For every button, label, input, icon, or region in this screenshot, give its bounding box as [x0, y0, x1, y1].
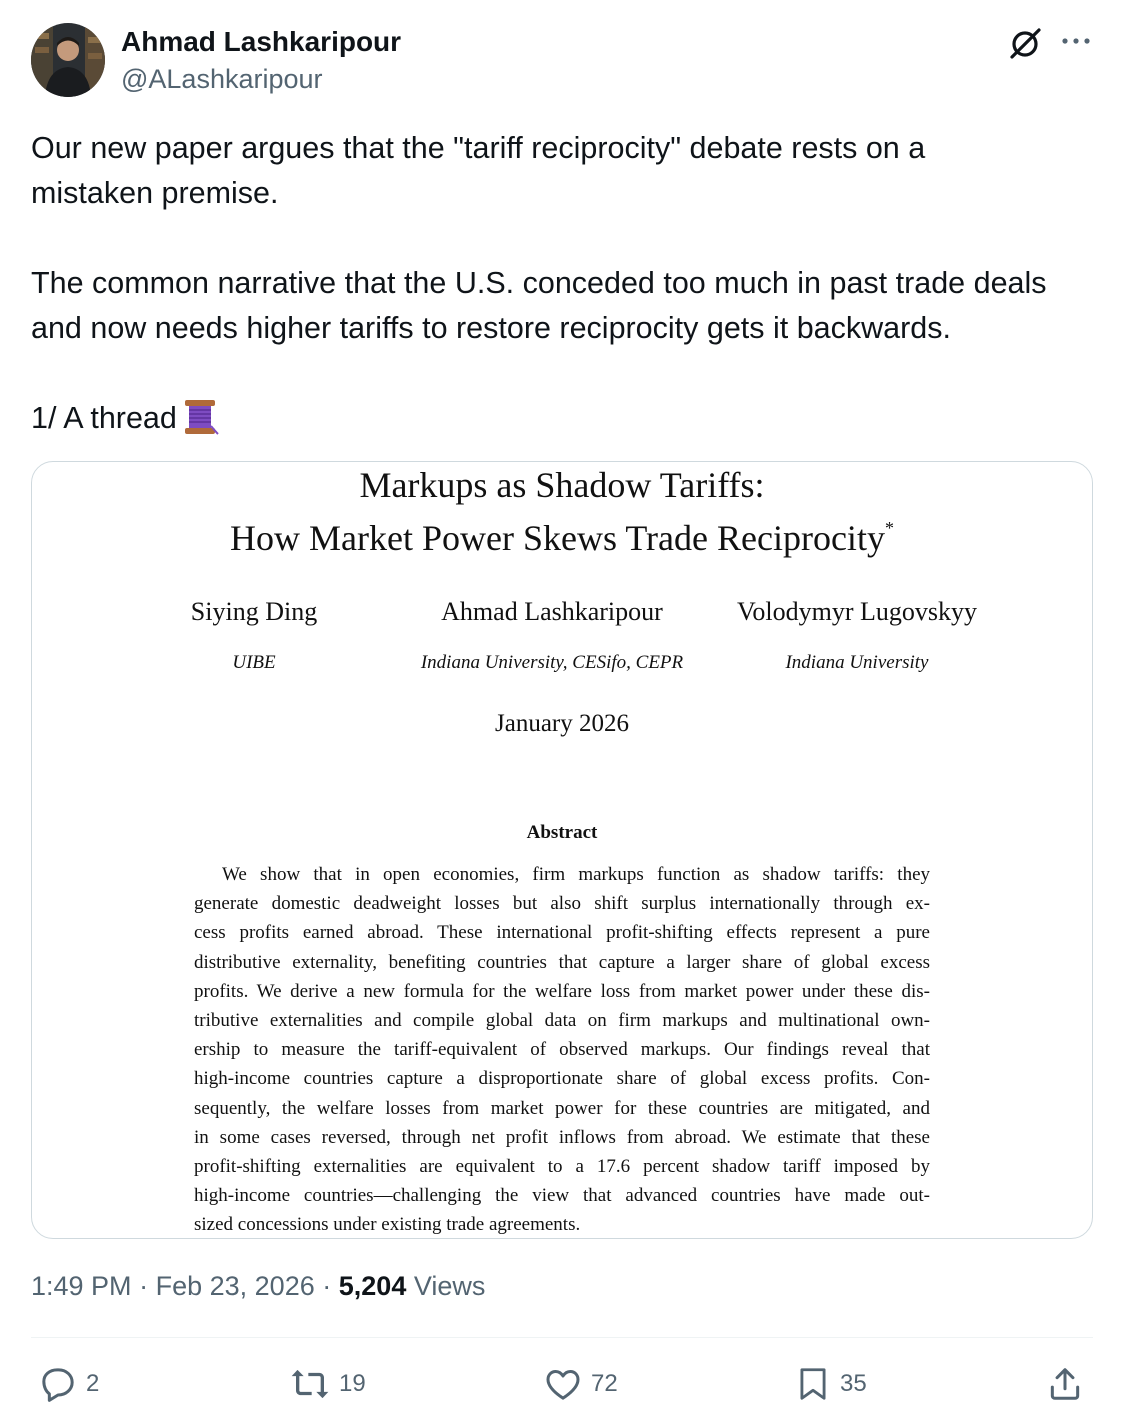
- reply-count: 2: [86, 1370, 100, 1397]
- like-count: 72: [591, 1370, 618, 1397]
- abstract-line: sized concessions under existing trade agreements.: [194, 1214, 581, 1236]
- reply-icon: [38, 1364, 78, 1404]
- more-options-icon[interactable]: [1060, 25, 1092, 57]
- paper-title-text: How Market Power Skews Trade Reciprocity: [230, 518, 885, 558]
- paper-image-card[interactable]: [31, 461, 1093, 1239]
- heart-icon: [543, 1364, 583, 1404]
- abstract-line: We show that in open economies, firm markups function as shadow tariffs: they: [222, 864, 930, 885]
- tweet-line: The common narrative that the U.S. conceded too much in past trade deals: [31, 266, 1047, 300]
- paper-title-line1: Markups as Shadow Tariffs:: [359, 465, 765, 505]
- abstract-body: [194, 860, 930, 1239]
- post-time[interactable]: 1:49 PM: [31, 1271, 132, 1301]
- paper-author-affiliation: Indiana University, CESifo, CEPR: [420, 652, 684, 673]
- tweet-line: 1/ A thread: [31, 401, 177, 435]
- share-button[interactable]: [1046, 1364, 1084, 1404]
- divider: [31, 1337, 1093, 1338]
- abstract-line: sequently, the welfare losses from market power for these countries are mitigated, and: [194, 1097, 930, 1119]
- author-handle[interactable]: @ALashkaripour: [121, 64, 323, 94]
- bookmark-count: 35: [840, 1370, 867, 1397]
- views-count: 5,204: [338, 1271, 407, 1301]
- abstract-line: in some cases reversed, through net profit inflows from abroad. We estimate that these: [194, 1126, 930, 1148]
- repost-icon: [289, 1364, 331, 1404]
- tweet-text: [31, 126, 1101, 449]
- abstract-line: ership to measure the tariff-equivalent of observed markups. Our findings reveal that: [194, 1039, 930, 1061]
- meta-separator: ·: [322, 1271, 332, 1301]
- reply-button[interactable]: [38, 1364, 99, 1404]
- paper-author-affiliation: Indiana University: [785, 652, 929, 673]
- abstract-line: tributive externalities and compile global data on firm markups and multinational own-: [194, 1010, 930, 1032]
- spool-of-thread-icon: [183, 398, 219, 449]
- abstract-line: cess profits earned abroad. These international profit-shifting effects represent a pure: [194, 922, 930, 944]
- paper-first-page: [32, 462, 1092, 1238]
- bookmark-icon: [794, 1364, 832, 1404]
- post-date[interactable]: Feb 23, 2026: [155, 1271, 315, 1301]
- tweet-meta: [31, 1271, 485, 1302]
- tweet-line: mistaken premise.: [31, 176, 279, 210]
- grok-icon[interactable]: [1006, 24, 1044, 62]
- tweet-line: and now needs higher tariffs to restore reciprocity gets it backwards.: [31, 311, 951, 345]
- views-label: Views: [413, 1271, 486, 1301]
- paper-author-affiliation: UIBE: [232, 652, 276, 673]
- author-name[interactable]: Ahmad Lashkaripour: [121, 26, 402, 57]
- share-icon: [1046, 1364, 1084, 1404]
- repost-button[interactable]: [289, 1364, 366, 1404]
- tweet-line: Our new paper argues that the "tariff reciprocity" debate rests on a: [31, 131, 926, 165]
- abstract-heading: Abstract: [526, 822, 598, 843]
- abstract-line: profits. We derive a new formula for the welfare loss from market power under these dis-: [194, 980, 930, 1002]
- paper-title-footnote-mark: *: [884, 518, 894, 538]
- paper-date: January 2026: [495, 710, 629, 737]
- bookmark-button[interactable]: [794, 1364, 867, 1404]
- tweet-line-thread: [31, 396, 1101, 449]
- abstract-line: high-income countries capture a disproportionate share of global excess profits. Con-: [194, 1068, 930, 1090]
- repost-count: 19: [339, 1370, 366, 1397]
- paper-author-name: Ahmad Lashkaripour: [441, 597, 663, 626]
- abstract-line: high-income countries—challenging the view that advanced countries have made out-: [194, 1185, 930, 1207]
- abstract-line: distributive externality, benefiting countries that capture a larger share of global excess: [194, 951, 930, 973]
- avatar[interactable]: [31, 23, 105, 97]
- paper-title-line2: [32, 517, 1092, 559]
- meta-separator: ·: [139, 1271, 149, 1301]
- paper-author-name: Volodymyr Lugovskyy: [736, 597, 978, 626]
- paper-author-name: Siying Ding: [190, 597, 318, 626]
- like-button[interactable]: [543, 1364, 618, 1404]
- abstract-line: generate domestic deadweight losses but also shift surplus internationally through ex-: [194, 893, 930, 915]
- abstract-line: profit-shifting externalities are equivalent to a 17.6 percent shadow tariff imposed by: [194, 1156, 930, 1178]
